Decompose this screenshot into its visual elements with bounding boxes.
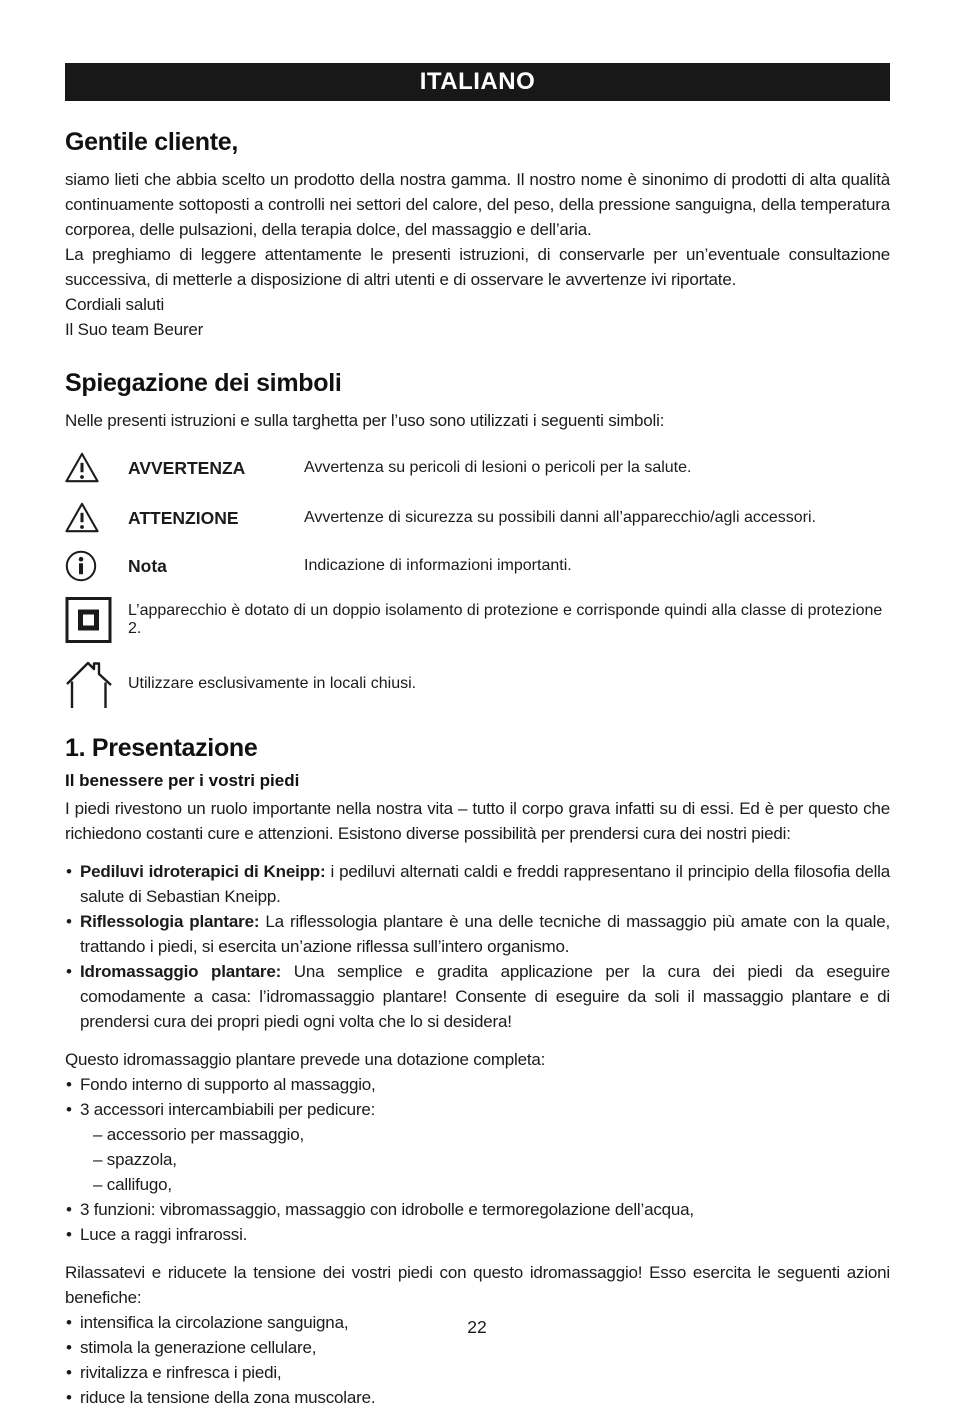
closing-line-1: Cordiali saluti [65,295,165,314]
symbols-intro: Nelle presenti istruzioni e sulla targhetta per l’uso sono utilizzati i seguenti simboli: [65,411,665,430]
double-insulation-icon [65,596,128,644]
list-item: – callifugo, [93,1175,172,1194]
symbol-row-attenzione [65,500,890,536]
list-item [65,909,890,959]
indoor-use-icon [65,658,128,710]
symbols-table [65,450,890,710]
closing-line-2: Il Suo team Beurer [65,320,204,339]
symbol-description: Avvertenze di sicurezza su possibili danni all’apparecchio/agli accessori. [304,509,816,526]
list-item: • riduce la tensione della zona muscolare. [65,1385,890,1410]
list-item: • intensifica la circolazione sanguigna, [65,1310,890,1335]
list-item [65,859,890,909]
symbol-description: L’apparecchio è dotato di un doppio isolamento di protezione e corrisponde quindi alla classe di protezione 2. [128,602,883,637]
greeting-paragraph-1: siamo lieti che abbia scelto un prodotto della nostra gamma. Il nostro nome è sinonimo di prodotti di alta qualità continuamente sottoposti a controlli nei settori del calore, del peso, della pressione sanguigna, della temperatura corporea, delle pulsazioni, della terapia dolce, del massaggio e dell’aria. [65,170,890,239]
greeting-title: Gentile cliente, [65,128,239,156]
list-item: • stimola la generazione cellulare, [65,1335,890,1360]
presentation-subtitle: Il benessere per i vostri piedi [65,771,300,790]
warning-triangle-icon [65,500,128,536]
symbol-row-double-insulation [65,596,890,644]
list-item: • Luce a raggi infrarossi. [65,1222,890,1247]
care-method-lead: Pediluvi idroterapici di Kneipp: [80,862,326,881]
list-item: • rivitalizza e rinfresca i piedi, [65,1360,890,1385]
symbol-description: Utilizzare esclusivamente in locali chiusi. [128,675,417,692]
symbol-label: AVVERTENZA [128,457,246,478]
presentation-section-title: 1. Presentazione [65,734,258,762]
benefits-intro: Rilassatevi e riducete la tensione dei vostri piedi con questo idromassaggio! Esso esercita le seguenti azioni benefiche: [65,1263,890,1307]
symbol-row-indoor-use [65,658,890,710]
symbol-label: ATTENZIONE [128,507,239,528]
equipment-item-text: 3 accessori intercambiabili per pedicure: [80,1100,376,1119]
language-header-label: ITALIANO [419,68,536,95]
symbols-section-title: Spiegazione dei simboli [65,369,342,397]
care-method-text: i pediluvi alternati caldi e freddi rappresentano il principio della filosofia della salute di Sebastian Kneipp. [80,862,890,906]
greeting-paragraph-2: La preghiamo di leggere attentamente le presenti istruzioni, di conservarle per un’eventuale consultazione successiva, di metterle a disposizione di altri utenti e di osservare le avvertenze ivi riportate. [65,245,890,289]
symbol-description: Indicazione di informazioni importanti. [304,557,572,574]
language-header-bar [65,63,890,101]
info-icon [65,550,128,582]
care-method-lead: Riflessologia plantare: [80,912,260,931]
presentation-intro: I piedi rivestono un ruolo importante nella nostra vita – tutto il corpo grava infatti su di essi. Ed è per questo che richiedono costanti cure e attenzioni. Esistono diverse possibilità per prendersi cura dei nostri piedi: [65,799,890,843]
list-item [65,1097,890,1197]
page-number: 22 [467,1317,487,1337]
equipment-intro: Questo idromassaggio plantare prevede una dotazione completa: [65,1050,546,1069]
symbol-label: Nota [128,555,167,576]
symbol-description: Avvertenza su pericoli di lesioni o pericoli per la salute. [304,459,692,476]
warning-triangle-icon [65,450,128,486]
list-item: • Fondo interno di supporto al massaggio, [65,1072,890,1097]
list-item [65,959,890,1034]
pedicure-accessories-list [93,1122,890,1197]
symbol-row-nota [65,550,890,582]
symbol-row-avvertenza [65,450,890,486]
care-methods-list [65,859,890,1034]
list-item: • 3 funzioni: vibromassaggio, massaggio con idrobolle e termoregolazione dell’acqua, [65,1197,890,1222]
care-method-text: La riflessologia plantare è una delle tecniche di massaggio più amate con la quale, trattando i piedi, si esercita un’azione riflessa sull’intero organismo. [80,912,891,956]
care-method-text: Una semplice e gradita applicazione per la cura dei piedi da eseguire comodamente a casa: l’idromassaggio plantare! Consente di eseguire da soli il massaggio plantare e di prendersi cura dei propri piedi ogni volta che lo si desidera! [80,962,890,1031]
care-method-lead: Idromassaggio plantare: [80,962,282,981]
equipment-list [65,1072,890,1247]
list-item: – spazzola, [93,1150,177,1169]
list-item: – accessorio per massaggio, [93,1125,304,1144]
